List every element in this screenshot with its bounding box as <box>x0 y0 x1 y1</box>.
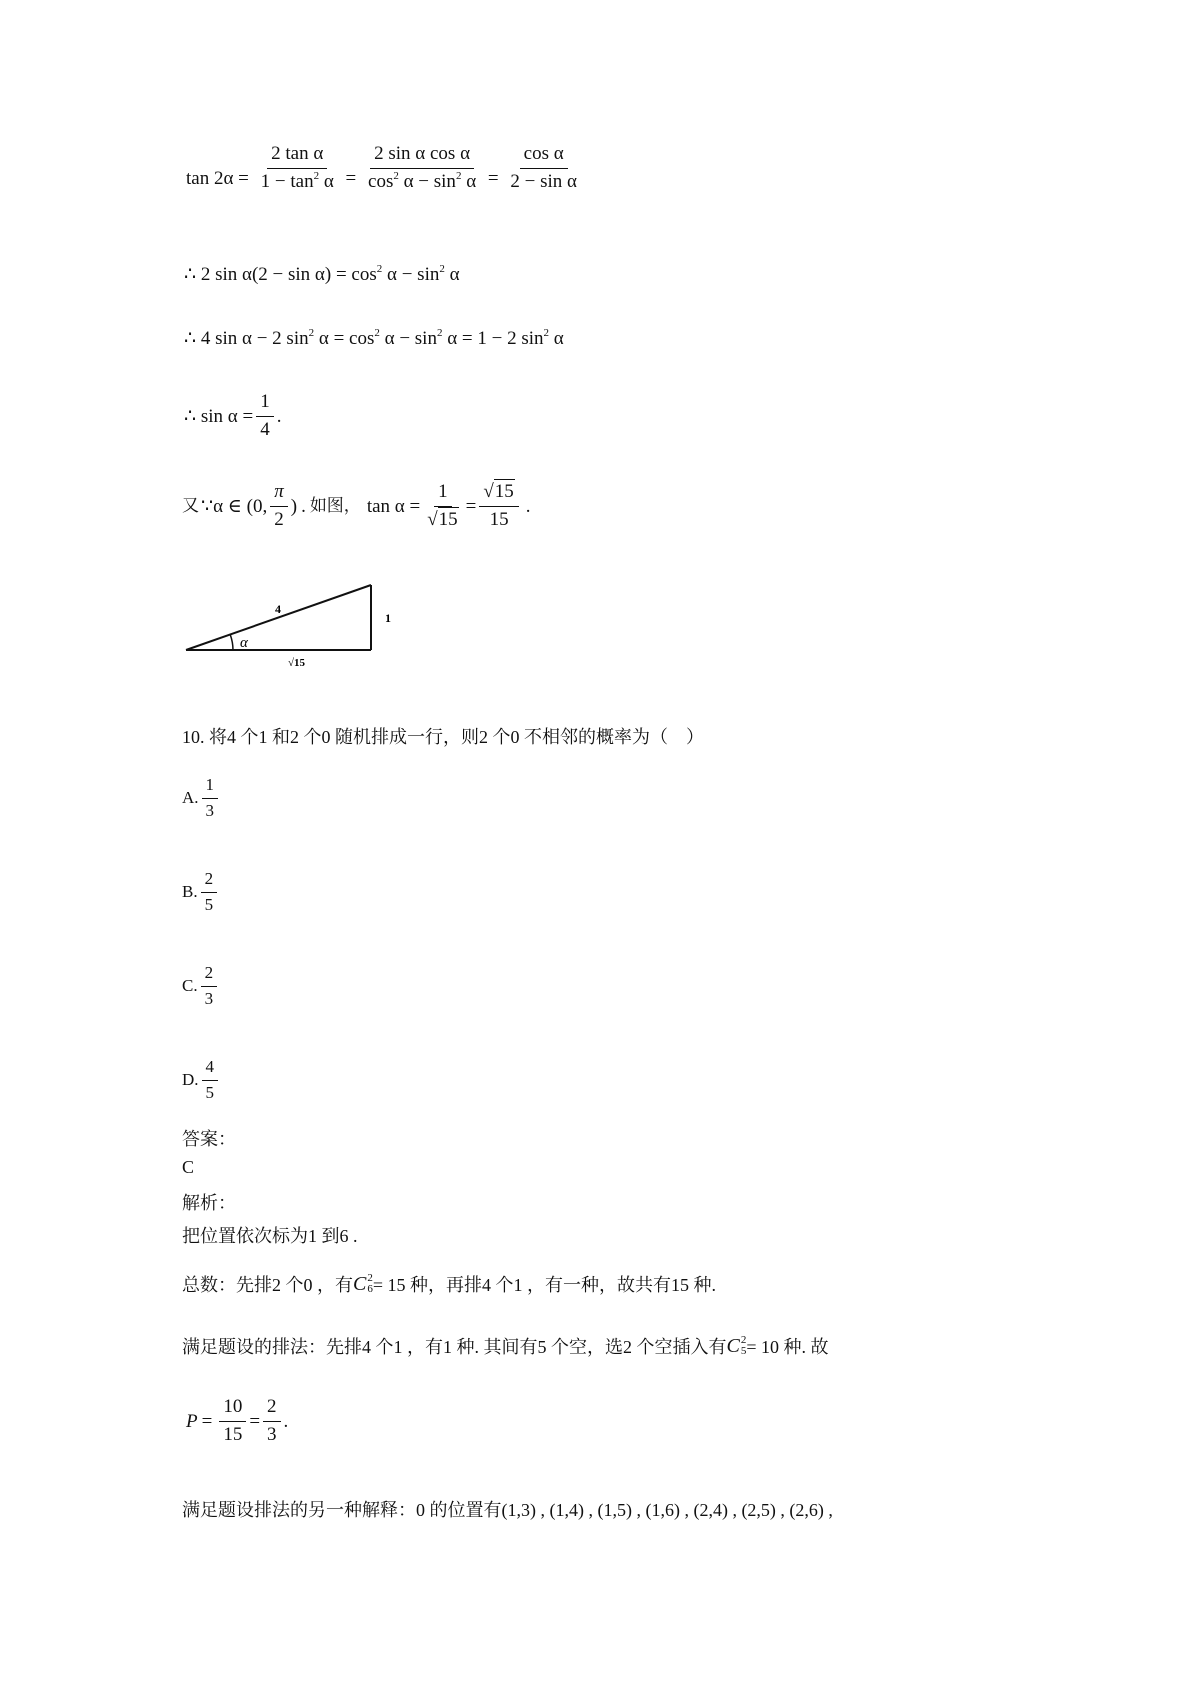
combination-indices: 2 6 <box>367 1272 373 1295</box>
equation-line-2: ∴ 2 $\sin \alpha(2 - \sin \alpha) = \cos^2 \alpha - \sin^2 \alpha$ <box>184 263 460 285</box>
equation-tan-double-angle: tan 2α = $\frac{\text{2 tan α}}{1 - \tan^2 \alpha}$ = $\frac{\text{2 sin α cos α}}{\cos^2 \alpha - \sin^2 \alpha}$ = $\frac{\text{cos α}}{\text{2 − sin α}}$ <box>186 166 584 193</box>
analysis-step-1: 把位置依次标为1 到6 . <box>182 1226 358 1246</box>
lhs: tan 2α <box>186 167 234 189</box>
combination-indices: 2 5 <box>740 1334 747 1357</box>
sqrt-15: √15 <box>483 481 514 502</box>
option-a: A. $\frac{1}{3}$ <box>182 776 221 820</box>
analysis-step-3: 满足题设的排法：先排4 个1 ，有1 种. 其间有5 个空，选2 个空插入有 C 2 5 = 10 种. 故 <box>182 1334 829 1357</box>
answer-label: 答案： <box>182 1129 236 1149</box>
right-triangle-figure <box>170 570 400 670</box>
fraction-sqrt15-over-15: $\frac{√15}{15}$ <box>479 482 518 531</box>
fraction-pi-over-2: $\frac{\pi}{2}$ <box>270 482 288 531</box>
analysis-label: 解析： <box>182 1193 236 1213</box>
opposite-label: 1 <box>385 611 391 625</box>
hypotenuse-label: 4 <box>275 602 281 616</box>
equation-line-3: ∴ 4 sin α − 2 $\sin^2 \alpha = \cos^2 \alpha - \sin^2 \alpha = 1 - 2$ $\sin^2 \alpha$ <box>184 327 564 349</box>
probability-equation: P = $\frac{10}{15}$ = $\frac{2}{3}$ . <box>186 1396 289 1445</box>
option-c: C. $\frac{2}{3}$ <box>182 964 220 1008</box>
option-b: B. $\frac{2}{5}$ <box>182 870 220 914</box>
equation-tan-alpha: 又 ∵ α ∈ (0, $\frac{\pi}{2}$ ) . 如图， tan α = $\frac{1}{√15}$ = $\frac{√15}{15}$ . <box>182 481 531 530</box>
question-stem: 10. 将4 个1 和2 个0 随机排成一行，则2 个0 不相邻的概率为（ ） <box>182 727 704 747</box>
angle-label: α <box>240 635 248 651</box>
option-d: D. $\frac{4}{5}$ <box>182 1058 221 1102</box>
angle-arc <box>230 634 233 650</box>
sqrt-15: √15 <box>427 508 458 530</box>
fraction-2: $\frac{\text{2 sin α cos α}}{\cos^2 \alpha - \sin^2 \alpha}$ <box>368 143 477 192</box>
answer-value: C <box>182 1157 195 1177</box>
adjacent-label: √15 <box>288 657 306 669</box>
equation-sin-alpha: ∴ sin α = $\frac{1}{4}$ . <box>184 391 282 440</box>
fraction-one-quarter: $\frac{1}{4}$ <box>256 392 274 441</box>
fraction-1-over-sqrt15: $\frac{1}{√15}$ <box>427 481 458 530</box>
analysis-step-2: 总数：先排2 个0 ，有 C 2 6 = 15 种，再排4 个1 ，有一种，故共有15 种. <box>182 1272 716 1295</box>
fraction-3: $\frac{\text{cos α}}{\text{2 − sin α}}$ <box>510 143 577 192</box>
analysis-step-5: 满足题设排法的另一种解释：0 的位置有(1,3) , (1,4) , (1,5) , (1,6) , (2,4) , (2,5) , (2,6) , <box>182 1500 833 1520</box>
hypotenuse <box>186 585 371 650</box>
fraction-1: $\frac{\text{2 tan α}}{1 - \tan^2 \alpha}$ <box>260 143 334 192</box>
